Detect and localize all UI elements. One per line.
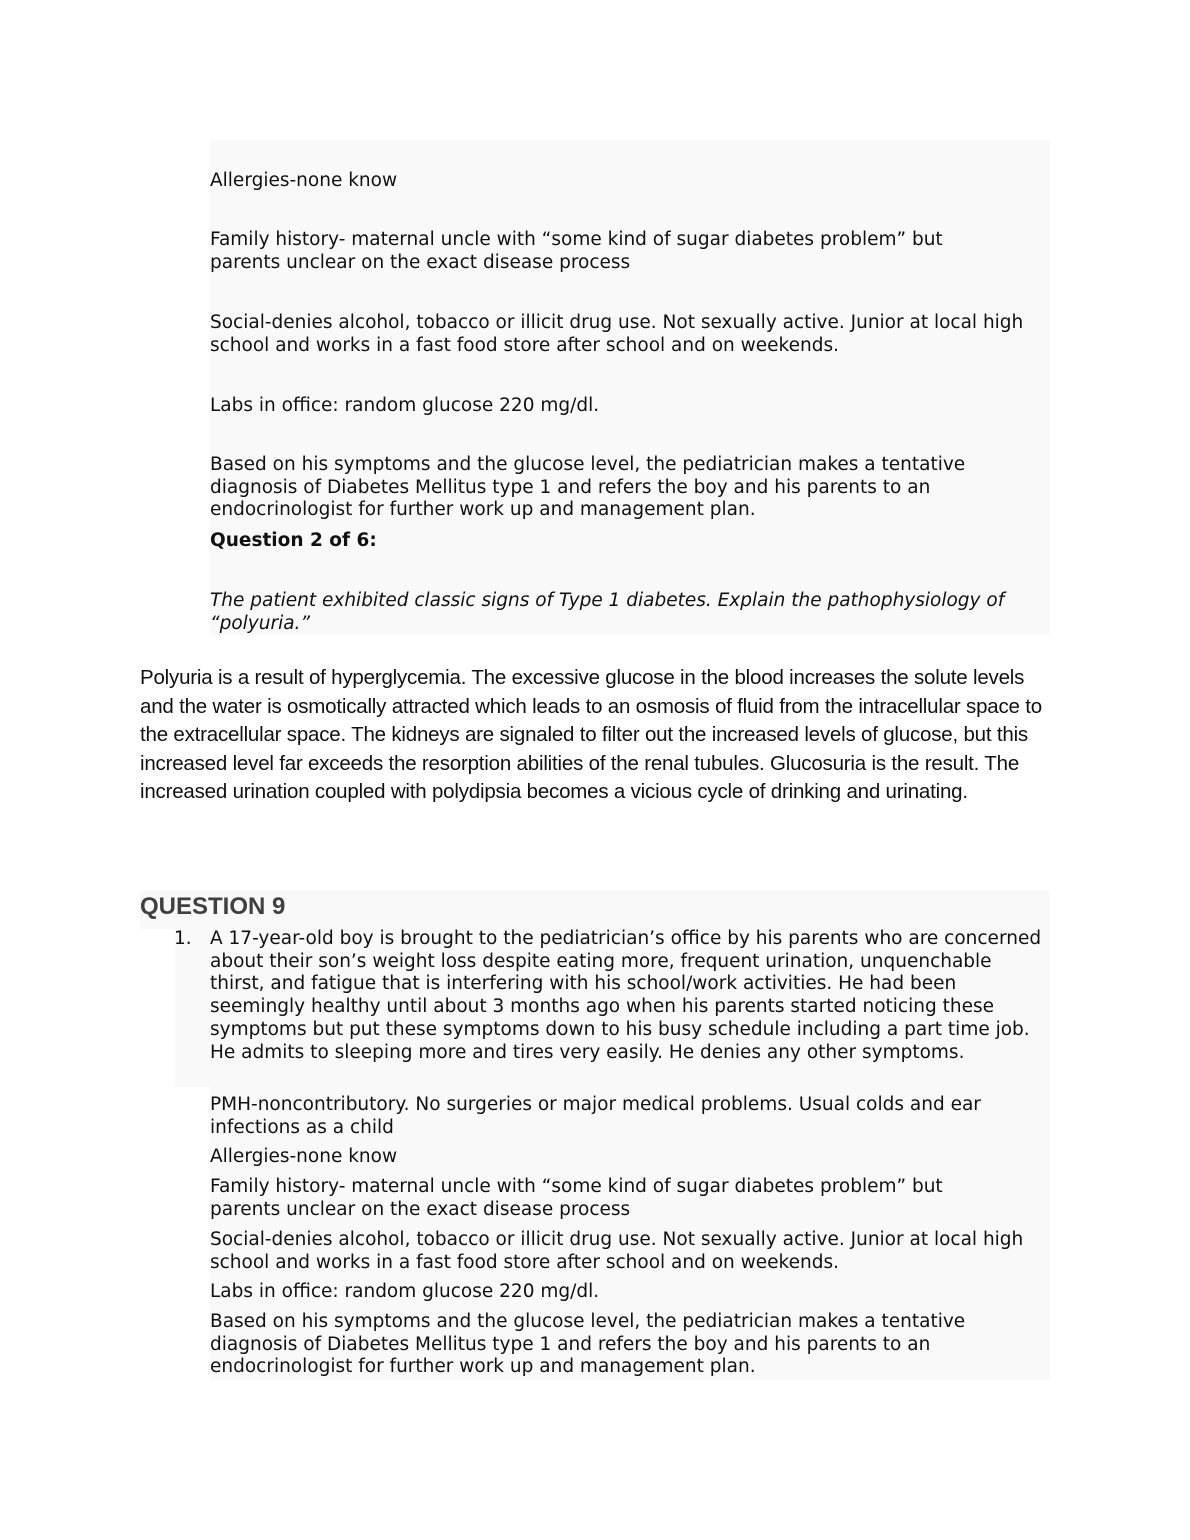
q9-labs-text: Labs in office: random glucose 220 mg/dl. — [210, 1281, 600, 1302]
shaded-block-top — [210, 140, 1050, 635]
family-history-text: Family history- maternal uncle with “some kind of sugar diabetes problem” but parents unclear on the exact disease process — [210, 229, 943, 273]
case-description: A 17-year-old boy is brought to the pediatrician’s office by his parents who are concerned about their son’s weight loss despite eating more, frequent urination, unquenchable thirst, and fatigue that is interfering with his school/work activities. He had been seemingly healthy until about 3 months ago when his parents started noticing these symptoms but put these symptoms down to his busy schedule including a part time job. He admits to sleeping more and tires very easily. He denies any other symptoms. — [210, 928, 1042, 1063]
social-history-text: Social-denies alcohol, tobacco or illicit drug use. Not sexually active. Junior at local high school and works in a fast food store after school and on weekends. — [210, 312, 1024, 356]
answer-paragraph: Polyuria is a result of hyperglycemia. The excessive glucose in the blood increases the solute levels and the water is osmotically attracted which leads to an osmosis of fluid from the intracellular space to the extracellular space. The kidneys are signaled to filter out the increased levels of glucose, but this increased level far exceeds the resorption abilities of the renal tubules. Glucosuria is the result. The increased urination coupled with polydipsia becomes a vicious cycle of drinking and urinating. — [140, 666, 1042, 804]
allergies-text: Allergies-none know — [210, 170, 398, 191]
q9-family-history-text: Family history- maternal uncle with “some kind of sugar diabetes problem” but parents unclear on the exact disease process — [210, 1176, 943, 1220]
q9-social-history-text: Social-denies alcohol, tobacco or illicit drug use. Not sexually active. Junior at local high school and works in a fast food store after school and on weekends. — [210, 1229, 1024, 1273]
list-number: 1. — [174, 928, 192, 949]
question-label: Question 2 of 6: — [210, 530, 377, 551]
question-text: The patient exhibited classic signs of Type 1 diabetes. Explain the pathophysiology of “polyuria.” — [210, 590, 1005, 634]
diagnosis-text: Based on his symptoms and the glucose level, the pediatrician makes a tentative diagnosis of Diabetes Mellitus type 1 and refers the boy and his parents to an endocrinologist for further work up and management plan. — [210, 454, 966, 521]
question-9-heading: QUESTION 9 — [140, 893, 286, 920]
q9-diagnosis-text: Based on his symptoms and the glucose level, the pediatrician makes a tentative diagnosis of Diabetes Mellitus type 1 and refers the boy and his parents to an endocrinologist for further work up and management plan. — [210, 1311, 966, 1378]
q9-allergies-text: Allergies-none know — [210, 1146, 398, 1167]
labs-text: Labs in office: random glucose 220 mg/dl. — [210, 395, 600, 416]
pmh-text: PMH-noncontributory. No surgeries or major medical problems. Usual colds and ear infections as a child — [210, 1094, 981, 1138]
